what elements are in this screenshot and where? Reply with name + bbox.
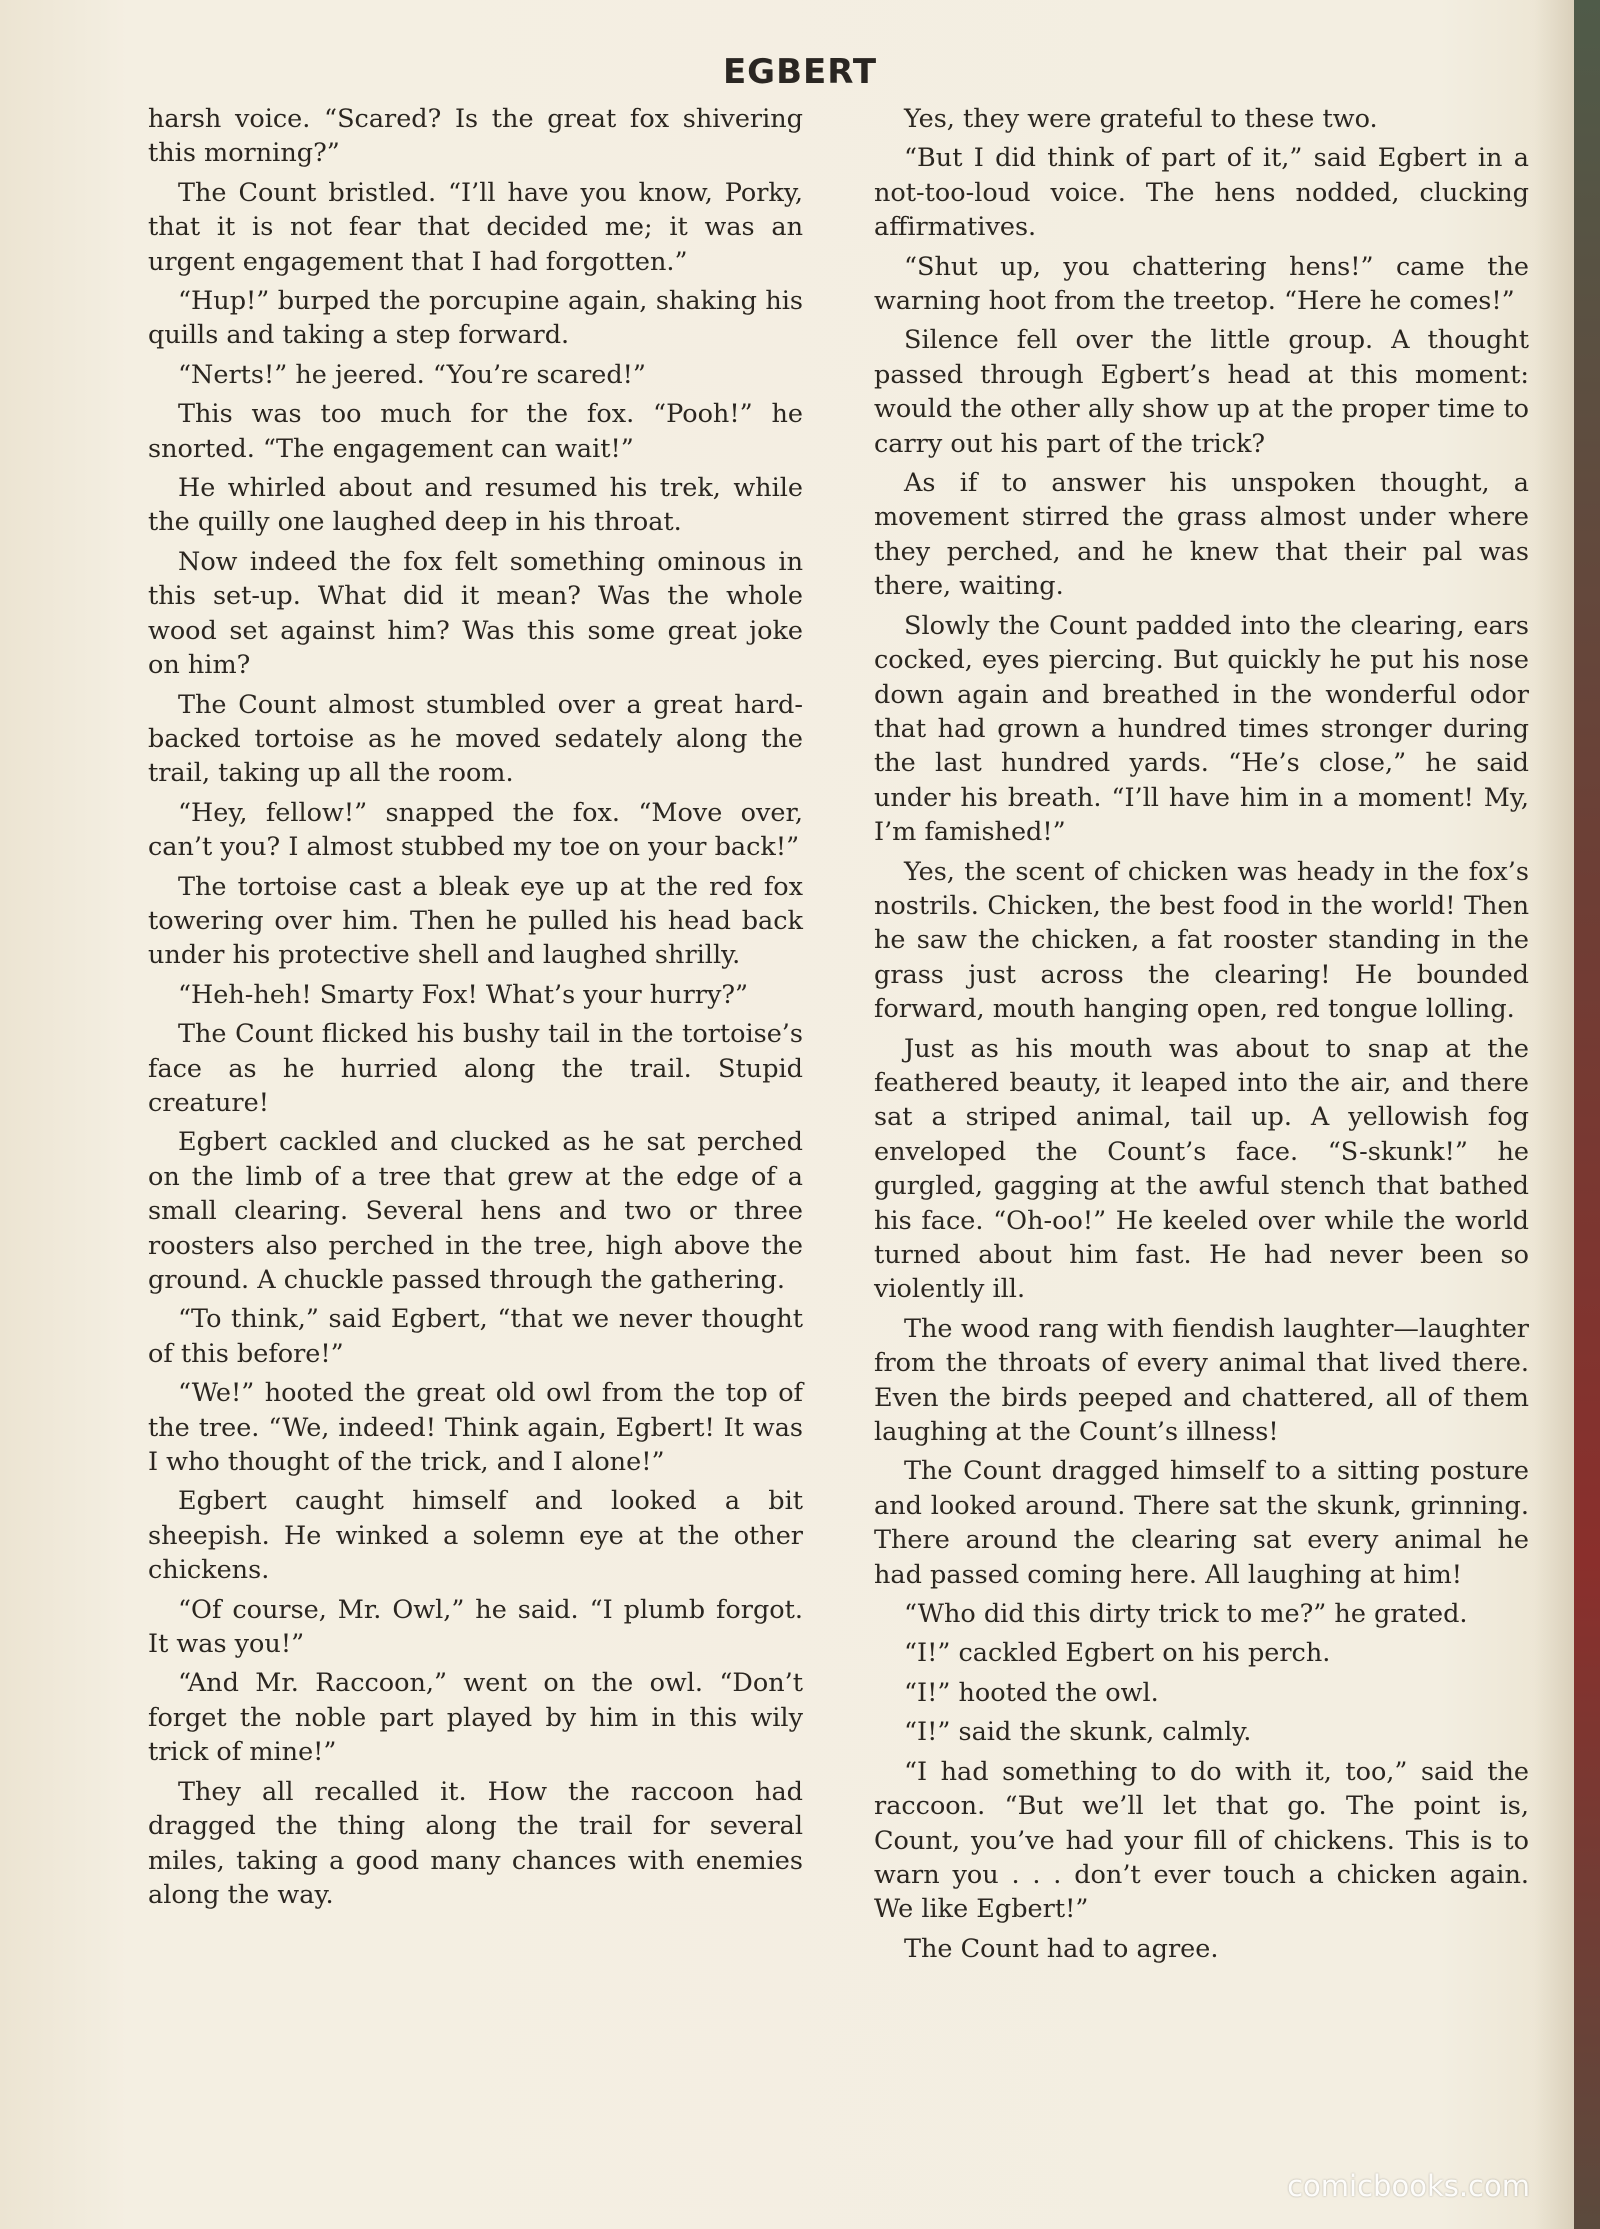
page-gutter-shadow <box>1534 0 1574 2229</box>
paragraph: “Shut up, you chattering hens!” came the warning hoot from the treetop. “Here he comes!” <box>874 251 1529 317</box>
paragraph: The Count bristled. “I’ll have you know, Porky, that it is not fear that decided me; it was an urgent engagement that I had forgotten.” <box>148 177 803 277</box>
paragraph: Silence fell over the little group. A thought passed through Egbert’s head at this moment: would the other ally show up at the proper time to carry out his part of the trick? <box>874 325 1529 459</box>
paragraph: “Hey, fellow!” snapped the fox. “Move over, can’t you? I almost stubbed my toe on your back!” <box>148 797 803 863</box>
paragraph: “I had something to do with it, too,” said the raccoon. “But we’ll let that go. The point is, Count, you’ve had your fill of chickens. This is to warn you . . . don’t ever touch a chicken again. We like Egbert!” <box>874 1756 1529 1925</box>
paragraph: “To think,” said Egbert, “that we never thought of this before!” <box>148 1304 803 1369</box>
paragraph: The tortoise cast a bleak eye up at the red fox towering over him. Then he pulled his head back under his protective shell and laughed shrilly. <box>148 871 803 971</box>
paragraph: As if to answer his unspoken thought, a movement stirred the grass almost under where they perched, and he knew that their pal was there, waiting. <box>874 468 1529 602</box>
paragraph: “Heh-heh! Smarty Fox! What’s your hurry?” <box>178 979 749 1010</box>
paragraph: “I!” said the skunk, calmly. <box>904 1717 1252 1748</box>
paragraph: “But I did think of part of it,” said Egbert in a not-too-loud voice. The hens nodded, clucking affirmatives. <box>874 143 1529 243</box>
paragraph: He whirled about and resumed his trek, while the quilly one laughed deep in his throat. <box>148 473 803 538</box>
paragraph: Slowly the Count padded into the clearing, ears cocked, eyes piercing. But quickly he put his nose down again and breathed in the wonderful odor that had grown a hundred times stronger during the last hundred yards. “He’s close,” he said under his breath. “I’ll have him in a moment! My, I’m famished!” <box>874 610 1529 848</box>
text-column-right <box>874 102 1529 1971</box>
paragraph: “I!” hooted the owl. <box>904 1677 1159 1708</box>
paragraph: “Who did this dirty trick to me?” he grated. <box>904 1599 1468 1630</box>
paragraph: The Count flicked his bushy tail in the tortoise’s face as he hurried along the trail. Stupid creature! <box>148 1019 803 1118</box>
paragraph: “Of course, Mr. Owl,” he said. “I plumb forgot. It was you!” <box>148 1594 803 1660</box>
paragraph: The Count dragged himself to a sitting posture and looked around. There sat the skunk, grinning. There around the clearing sat every animal he had passed coming here. All laughing at him! <box>874 1456 1529 1590</box>
paragraph: Yes, the scent of chicken was heady in the fox’s nostrils. Chicken, the best food in the world! Then he saw the chicken, a fat rooster standing in the grass just across the clearing! He bounded forward, mouth hanging open, red tongue lolling. <box>874 856 1529 1025</box>
paragraph: harsh voice. “Scared? Is the great fox shivering this morning?” <box>148 104 803 169</box>
running-header: EGBERT <box>722 52 878 92</box>
adjacent-page-edge <box>1574 0 1600 2229</box>
paragraph: “We!” hooted the great old owl from the top of the tree. “We, indeed! Think again, Egbert! It was I who thought of the trick, and I alone!” <box>148 1378 803 1478</box>
paragraph: They all recalled it. How the raccoon had dragged the thing along the trail for several miles, taking a good many chances with enemies along the way. <box>148 1776 803 1910</box>
paragraph: “Hup!” burped the porcupine again, shaking his quills and taking a step forward. <box>148 286 803 351</box>
paragraph: The Count almost stumbled over a great hard-backed tortoise as he moved sedately along the trail, taking up all the room. <box>148 689 803 789</box>
paragraph: The wood rang with fiendish laughter—laughter from the throats of every animal that lived there. Even the birds peeped and chattered, all of them laughing at the Count’s illness! <box>874 1313 1529 1448</box>
paragraph: “And Mr. Raccoon,” went on the owl. “Don’t forget the noble part played by him in this wily trick of mine!” <box>148 1668 803 1768</box>
paragraph: Egbert cackled and clucked as he sat perched on the limb of a tree that grew at the edge of a small clearing. Several hens and two or three roosters also perched in the tree, high above the ground. A chuckle passed through the gathering. <box>148 1127 803 1295</box>
paragraph: Yes, they were grateful to these two. <box>904 104 1378 134</box>
watermark: comicbooks.com <box>1287 2169 1530 2203</box>
paragraph: Just as his mouth was about to snap at the feathered beauty, it leaped into the air, and there sat a striped animal, tail up. A yellowish fog enveloped the Count’s face. “S-skunk!” he gurgled, gagging at the awful stench that bathed his face. “Oh-oo!” He keeled over while the world turned about him fast. He had never been so violently ill. <box>874 1033 1529 1305</box>
text-column-left <box>148 102 803 1917</box>
paragraph: “I!” cackled Egbert on his perch. <box>904 1638 1331 1669</box>
paragraph: Now indeed the fox felt something ominous in this set-up. What did it mean? Was the whole wood set against him? Was this some great joke on him? <box>148 546 803 681</box>
paragraph: Egbert caught himself and looked a bit sheepish. He winked a solemn eye at the other chickens. <box>148 1486 803 1586</box>
paragraph: The Count had to agree. <box>904 1933 1219 1964</box>
paragraph: “Nerts!” he jeered. “You’re scared!” <box>178 359 646 390</box>
paragraph: This was too much for the fox. “Pooh!” he snorted. “The engagement can wait!” <box>148 399 803 464</box>
